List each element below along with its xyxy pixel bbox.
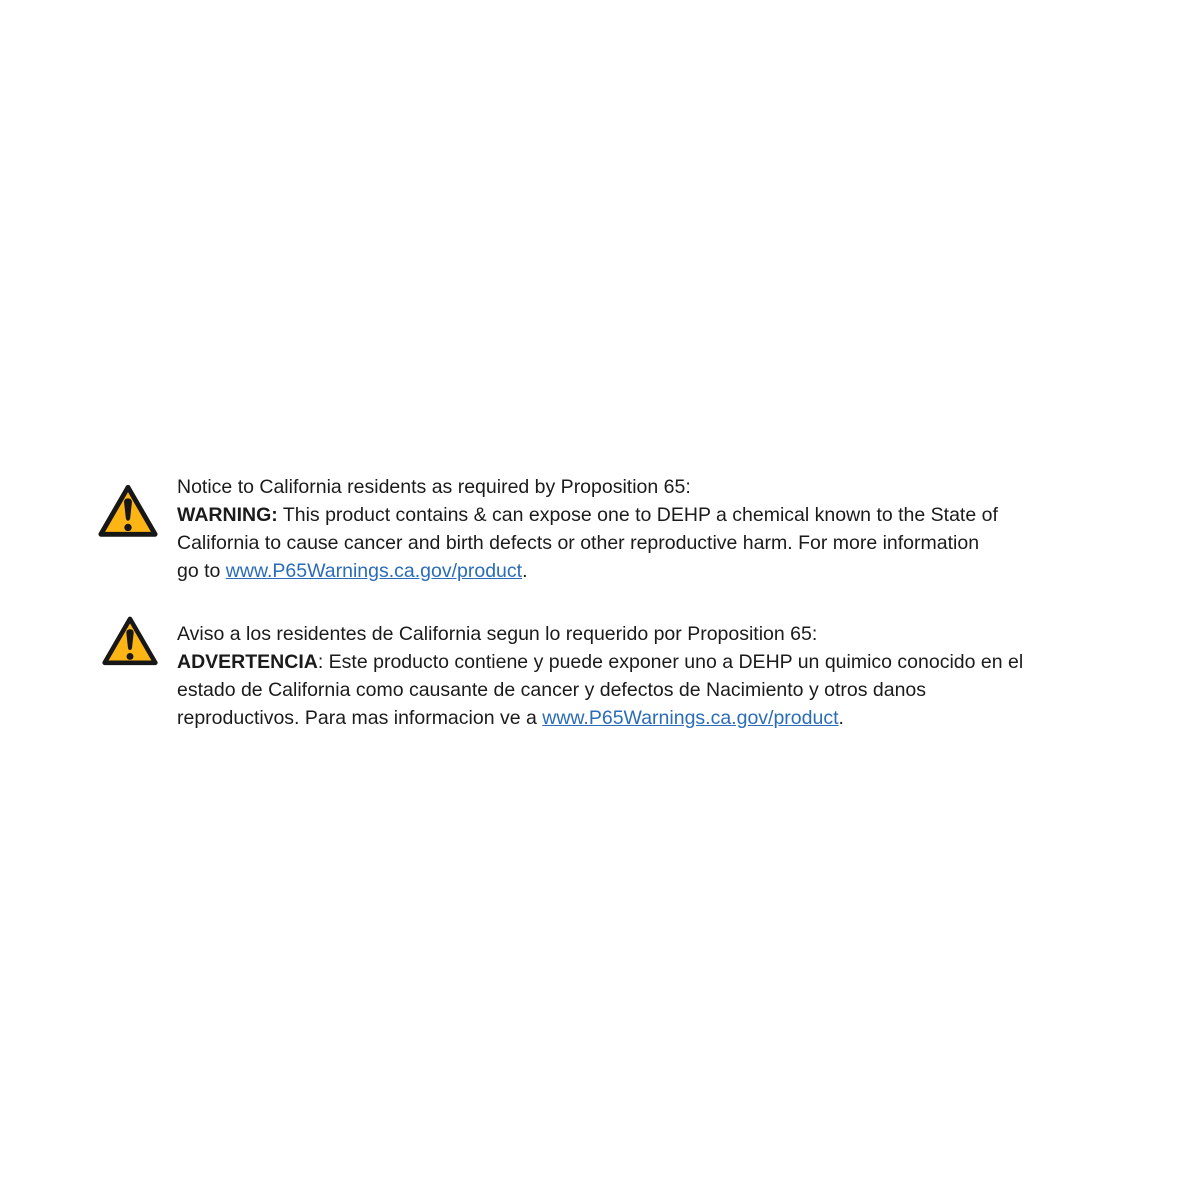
spanish-body-line2: estado de California como causante de cancer y defectos de Nacimiento y otros danos	[177, 679, 927, 701]
spanish-link-prefix: reproductivos. Para mas informacion ve a	[177, 707, 543, 729]
english-link-line	[177, 557, 998, 585]
spanish-heading: Aviso a los residentes de California segun lo requerido por Proposition 65:	[177, 623, 818, 645]
spanish-link-line	[177, 704, 1023, 732]
english-body-text: This product contains & can expose one to DEHP a chemical known to the State of	[277, 504, 998, 526]
warning-label: WARNING:	[177, 504, 278, 526]
p65-warnings-link-english[interactable]: www.P65Warnings.ca.gov/product	[225, 560, 523, 582]
spanish-link-suffix: .	[838, 707, 844, 729]
english-link-suffix: .	[522, 560, 528, 582]
english-warning-line	[177, 501, 998, 529]
spanish-warning-line	[177, 648, 1023, 676]
spanish-body-text: : Este producto contiene y puede exponer uno a DEHP un quimico conocido en el	[317, 651, 1024, 673]
warning-triangle-icon	[97, 483, 159, 545]
english-warning-section	[177, 473, 998, 585]
advertencia-label: ADVERTENCIA	[177, 651, 318, 673]
p65-warnings-link-spanish[interactable]: www.P65Warnings.ca.gov/product	[542, 707, 839, 729]
english-link-prefix: go to	[177, 560, 226, 582]
warning-triangle-icon	[101, 614, 159, 674]
english-heading: Notice to California residents as required by Proposition 65:	[177, 476, 691, 498]
english-body-line2: California to cause cancer and birth defects or other reproductive harm. For more information	[177, 532, 980, 554]
spanish-warning-section	[177, 620, 1023, 732]
